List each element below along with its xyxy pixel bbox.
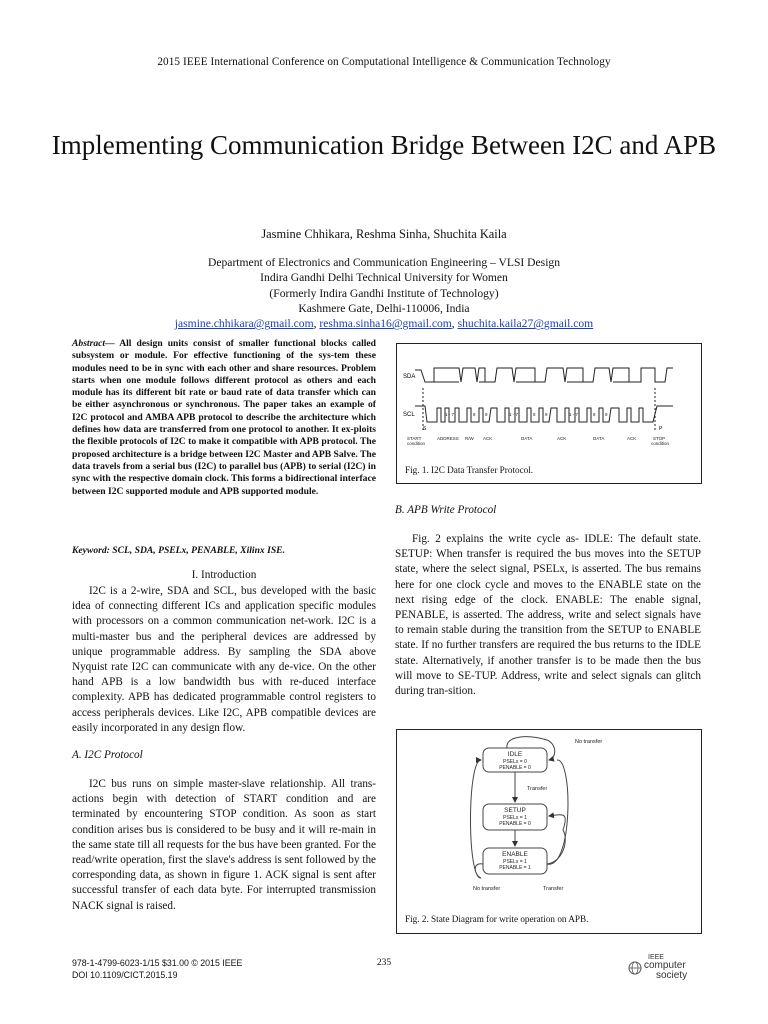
timing-label-start: START [407,436,422,441]
no-transfer-bottom-label: No transfer [473,886,501,892]
affiliation [0,255,768,331]
i2c-text [72,777,376,914]
logo-society: society [656,970,688,981]
globe-icon [628,961,642,975]
no-transfer-label: No transfer [575,739,603,745]
keywords: Keyword: SCL, SDA, PSELx, PENABLE, Xilinx ISE. [72,545,285,556]
affiliation-line: (Formerly Indira Gandhi Institute of Technology) [269,286,499,300]
i2c-paragraph: I2C bus runs on simple master-slave relationship. All trans-actions begin with detection of START condition and are terminated by encountering STOP condition. As soon as start condition arises bus is considered to be busy and it will re-main in the same state till all requests for the bus have been granted. For the read/write operation, first the slave's address is sent followed by the corresponding data, as shown in figure 1. ACK signal is sent after successful transfer of each data byte. For interrupted transmission NACK signal is raised. [72,778,376,912]
state-line: PSELx = 0 [503,759,527,765]
state-line: PSELx = 1 [503,859,527,865]
figure-1-caption: Fig. 1. I2C Data Transfer Protocol. [405,465,534,475]
scl-label: SCL [403,412,415,418]
logo-computer: computer [644,960,686,971]
pulse-label: 1 - 7 [445,412,455,417]
state-name: IDLE [507,751,523,758]
transfer-label: Transfer [527,786,548,792]
pulse-label: 9 [485,412,488,417]
state-line: PENABLE = 1 [499,865,531,871]
email-list: jasmine.chhikara@gmail.com, reshma.sinha16@gmail.com, shuchita.kaila27@gmail.com [174,317,594,331]
apb-paragraph: Fig. 2 explains the write cycle as- IDLE: The default state. SETUP: When transfer is required the bus moves into the SETUP state, where the select signal, PSELx, is asserted. The bus remains here for one clock cycle and moves to the ENABLE state on the next rising edge of the clock. ENABLE: The enable signal, PENABLE, is asserted. The address, write and select signals have to remain stable during the transition from the SETUP to ENABLE state. If no further transfers are required the bus returns to the IDLE state. Alternatively, if another transfer is to be made then the bus will move to SE-TUP. Address, write and select signals can glitch during tran-sition. [395,533,701,698]
i2c-heading: A. I2C Protocol [72,749,143,761]
timing-label: DATA [593,436,605,441]
pulse-label: 9 [605,412,608,417]
timing-label: ACK [557,436,567,441]
ieee-computer-society-logo [628,953,708,983]
sda-label: SDA [403,374,416,380]
intro-heading: I. Introduction [191,569,257,581]
figure-2 [396,729,702,934]
intro-paragraph: I2C is a 2-wire, SDA and SCL, bus developed with the basic idea of connecting different ICs and application specific modules with processors on a common communication net-work. I2C is a multi-master bus and the peripheral devices are addressed by unique programmable address. By sampling the SDA above Nyquist rate I2C can communicate with any de-vice. On the other hand APB is a low bandwidth bus with re-duced interface complexity. APB has dedicated programmable control registers to access peripherals devices. Like I2C, APB compatible devices are easily incorporated in any design flow. [72,585,376,734]
email-link[interactable]: shuchita.kaila27@gmail.com [457,317,594,331]
timing-label: DATA [521,436,533,441]
footer-meta [72,957,242,981]
timing-label: ACK [483,436,493,441]
abstract-label: Abstract— [72,338,115,349]
i2c-timing-diagram [397,344,701,456]
timing-label-start: condition [407,441,426,446]
state-name: SETUP [504,807,526,814]
transfer-bottom-label: Transfer [543,886,564,892]
pulse-label: 8 [533,412,536,417]
state-name: ENABLE [502,851,528,858]
stop-p-label: P [659,426,663,432]
conference-header: 2015 IEEE International Conference on Computational Intelligence & Communication Technology [157,56,611,68]
abstract-text: All design units consist of smaller functional blocks called subsystem or module. For effective functioning of the sys-tem these modules need to be in sync with each other and share resources. Problem starts when one module follows different protocol as others and each module has its different bit rate or baud rate of data transfer which can be either asynchronous or synchronous. The paper takes an example of I2C protocol and AMBA APB protocol to describe the architecture which defines how data are transferred from one protocol to another. It ex-ploits the flexible protocols of I2C to make it compatible with APB protocol. The proposed architecture is a bridge between I2C Master and APB Salve. The data travels from a serial bus (I2C) to parallel bus (APB) to serial (I2C) in sync with the respective domain clock. This forms a bidirectional interface between I2C supported module and APB supported module. [72,338,376,497]
state-line: PSELx = 1 [503,815,527,821]
affiliation-line: Kashmere Gate, Delhi-110006, India [298,301,470,315]
intro-text [72,584,376,736]
affiliation-line: Department of Electronics and Communication Engineering – VLSI Design [207,256,561,269]
email-link[interactable]: reshma.sinha16@gmail.com [319,317,452,331]
pulse-label: 8 [593,412,596,417]
enable-to-idle-arrow [471,760,484,878]
email-link[interactable]: jasmine.chhikara@gmail.com [174,317,314,331]
pulse-label: 1 - 7 [509,412,519,417]
timing-label-stop: condition [651,441,670,446]
enable-to-setup-arrow [547,815,565,864]
figure-1 [396,343,702,484]
state-line: PENABLE = 0 [499,765,531,771]
timing-label: ADDRESS [437,436,459,441]
authors: Jasmine Chhikara, Reshma Sinha, Shuchita Kaila [261,227,507,241]
pulse-label: 9 [545,412,548,417]
state-line: PENABLE = 0 [499,821,531,827]
figure-2-caption: Fig. 2. State Diagram for write operation on APB. [405,914,589,924]
footer-doi: DOI 10.1109/CICT.2015.19 [72,970,178,980]
start-s-label: S [423,426,427,432]
timing-label-stop: STOP [653,436,666,441]
apb-text [395,532,701,699]
logo-ieee: IEEE [648,954,664,961]
paper-title: Implementing Communication Bridge Between I2C and APB [51,130,717,160]
pulse-label: 8 [473,412,476,417]
timing-label: ACK [627,436,637,441]
pulse-label: 1 - 7 [569,412,579,417]
page-number: 235 [376,958,392,968]
affiliation-line: Indira Gandhi Delhi Technical University for Women [260,271,508,285]
abstract [72,338,376,498]
timing-label: R/W [465,436,474,441]
apb-state-diagram [397,730,701,910]
footer-isbn: 978-1-4799-6023-1/15 $31.00 © 2015 IEEE [72,958,243,968]
apb-heading: B. APB Write Protocol [395,504,497,516]
